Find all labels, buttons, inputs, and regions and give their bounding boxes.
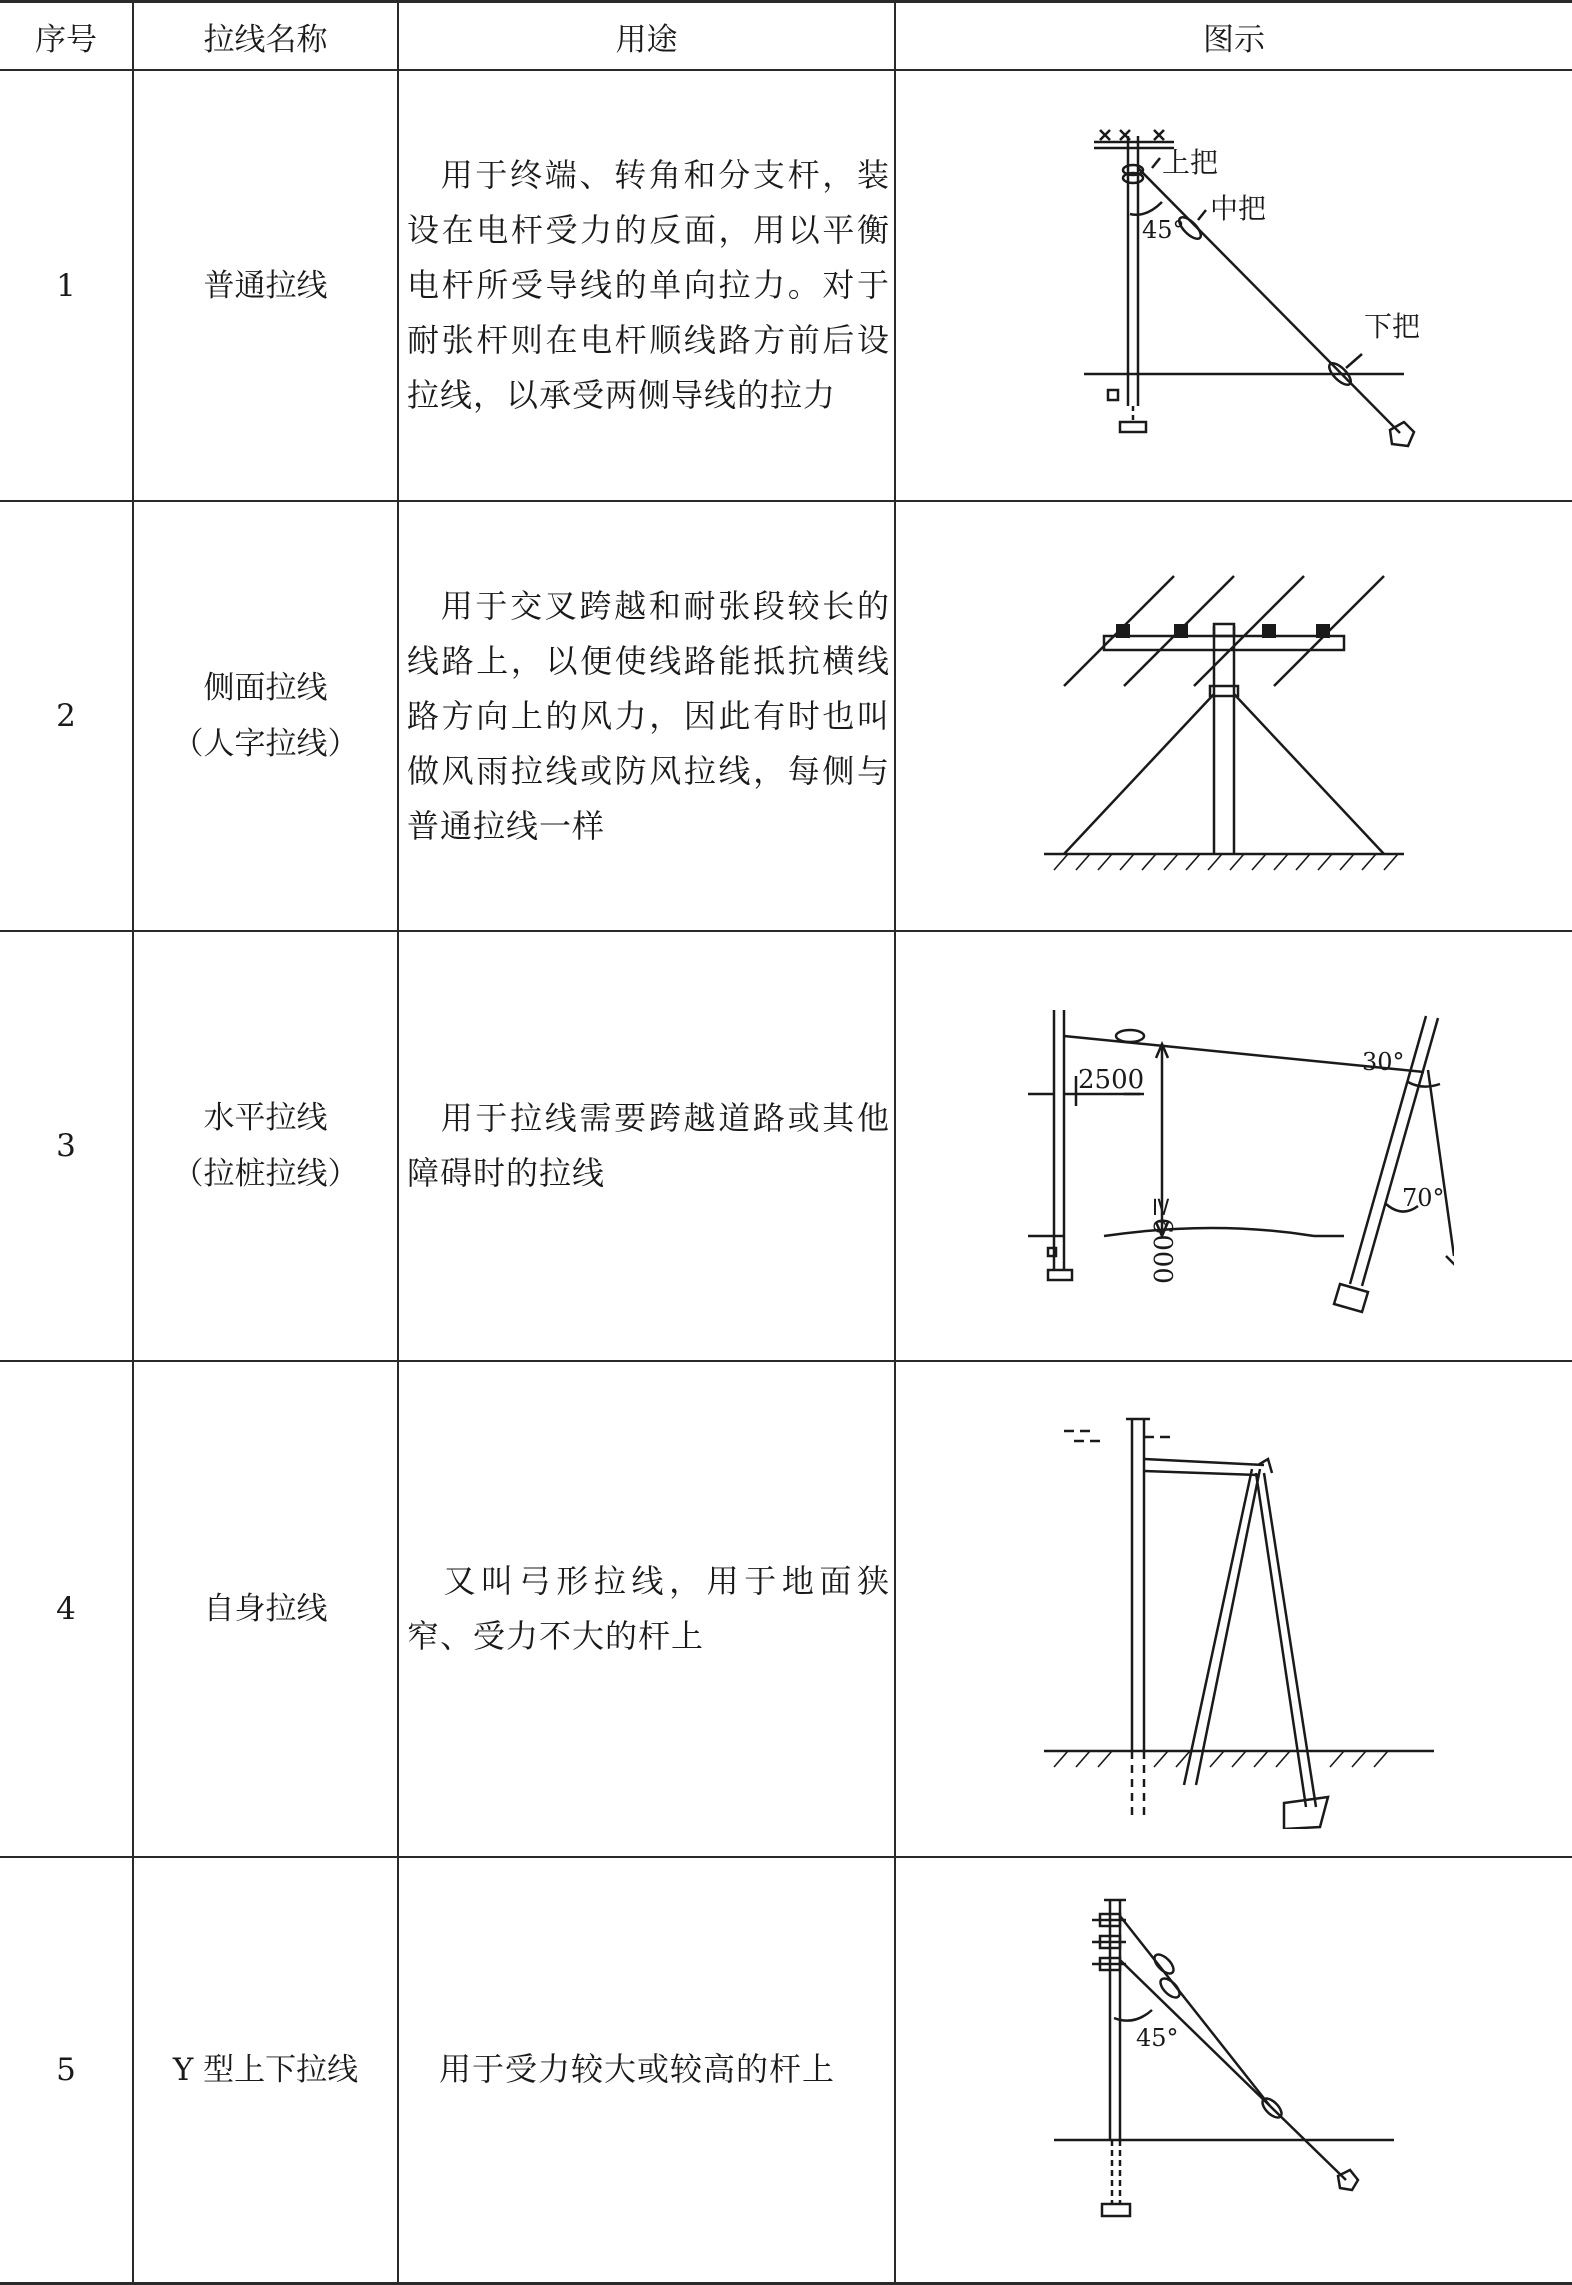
table-row — [0, 931, 1572, 1361]
row-use — [398, 70, 895, 501]
horizontal-guy-diagram — [1014, 966, 1454, 1326]
label-top-grip: 上把 — [1162, 145, 1219, 179]
table-row — [0, 1361, 1572, 1857]
row-use-text: 用于交叉跨越和耐张段较长的线路上，以便使线路能抵抗横线路方向上的风力，因此有时也叫做风雨拉线或防风拉线，每侧与普通拉线一样 — [407, 586, 890, 845]
row-number: 2 — [0, 501, 133, 931]
row-name — [133, 931, 398, 1361]
row-use — [398, 1361, 895, 1857]
header-row — [0, 2, 1572, 71]
header-name: 拉线名称 — [133, 2, 398, 71]
ordinary-guy-diagram — [1024, 106, 1444, 466]
label-bottom-grip: 下把 — [1364, 309, 1421, 343]
header-no: 序号 — [0, 2, 133, 71]
header-use: 用途 — [398, 2, 895, 71]
row-name-main: 普通拉线 — [203, 267, 328, 304]
row-name-sub: （拉桩拉线） — [172, 1156, 359, 1192]
label-mid-grip: 中把 — [1210, 191, 1267, 225]
row-use-text: 用于拉线需要跨越道路或其他障碍时的拉线 — [407, 1099, 890, 1192]
table-row — [0, 1857, 1572, 2283]
label-angle-70: 70° — [1402, 1184, 1445, 1212]
side-guy-diagram — [1024, 536, 1444, 896]
row-number: 4 — [0, 1361, 133, 1857]
row-figure — [895, 501, 1572, 931]
row-name-main: 水平拉线 — [203, 1100, 328, 1136]
row-number: 1 — [0, 70, 133, 501]
row-figure — [895, 931, 1572, 1361]
table-row — [0, 501, 1572, 931]
row-name — [133, 70, 398, 501]
row-name-main: Y 型上下拉线 — [172, 2051, 359, 2088]
row-use-text: 用于终端、转角和分支杆，装设在电杆受力的反面，用以平衡电杆所受导线的单向拉力。对于耐张杆则在电杆顺线路方前后设拉线，以承受两侧导线的拉力 — [407, 156, 890, 414]
row-number: 5 — [0, 1857, 133, 2283]
table-row — [0, 70, 1572, 501]
row-name — [133, 1857, 398, 2283]
row-use — [398, 501, 895, 931]
row-figure — [895, 1857, 1572, 2283]
row-name-main: 侧面拉线 — [203, 670, 328, 706]
row-use — [398, 931, 895, 1361]
header-figure: 图示 — [895, 2, 1572, 71]
label-angle-30: 30° — [1362, 1048, 1405, 1076]
label-angle: 45° — [1142, 215, 1185, 244]
row-use-text: 又叫弓形拉线，用于地面狭窄、受力不大的杆上 — [407, 1562, 890, 1655]
label-distance: 2500 — [1078, 1065, 1145, 1095]
row-name — [133, 501, 398, 931]
row-use — [398, 1857, 895, 2283]
self-guy-diagram — [1034, 1389, 1434, 1829]
row-figure — [895, 1361, 1572, 1857]
y-type-guy-diagram — [1034, 1880, 1434, 2260]
row-name-sub: （人字拉线） — [172, 726, 359, 762]
row-number: 3 — [0, 931, 133, 1361]
row-use-text: 用于受力较大或较高的杆上 — [439, 2050, 836, 2089]
row-figure — [895, 70, 1572, 501]
row-name — [133, 1361, 398, 1857]
label-angle: 45° — [1136, 2023, 1179, 2052]
label-height: ≥6000 — [1147, 1196, 1177, 1284]
row-name-main: 自身拉线 — [203, 1591, 328, 1627]
